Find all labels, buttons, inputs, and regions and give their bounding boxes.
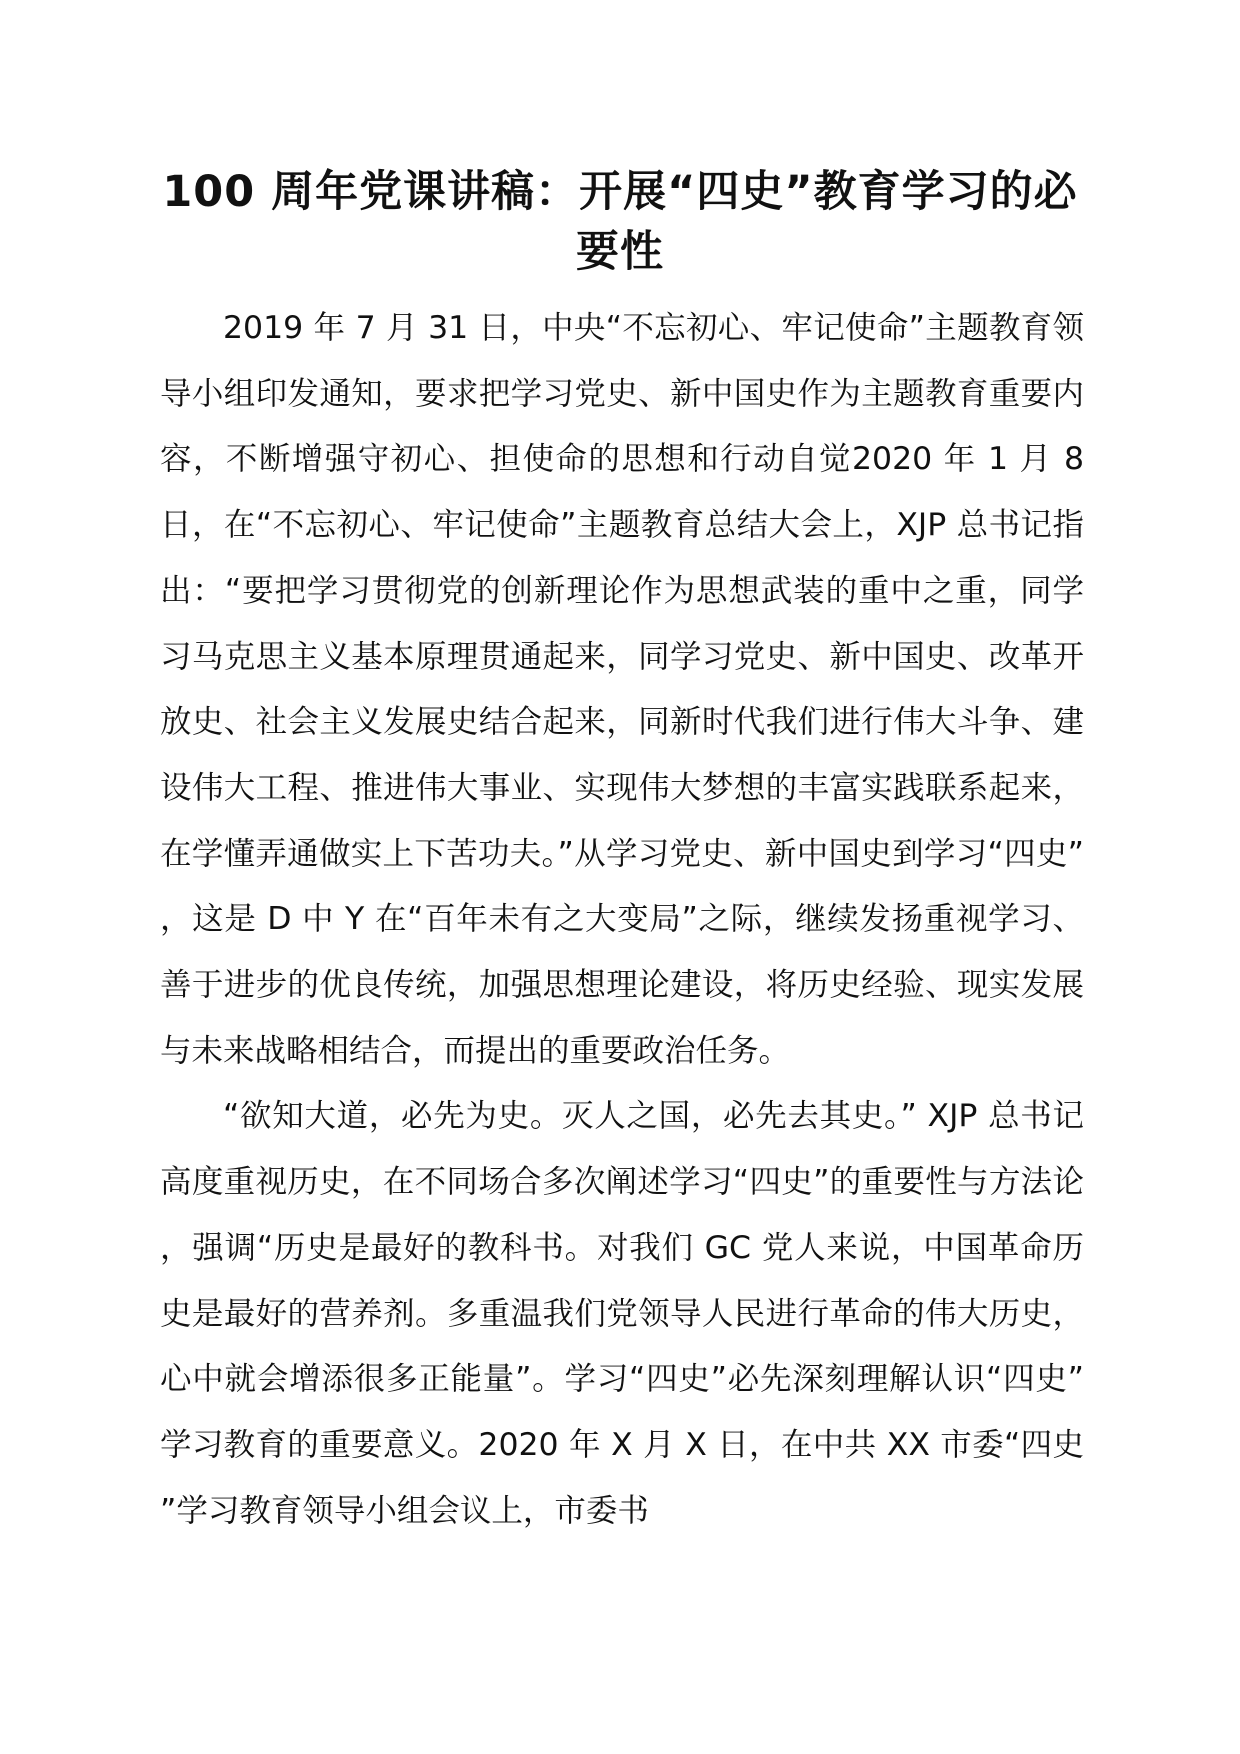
paragraph-2: “欲知大道，必先为史。灭人之国，必先去其史。” XJP 总书记高度重视历史，在不同场合多次阐述学习“四史”的重要性与方法论，强调“历史是最好的教科书。对我们 GC 党人来说，中国革命历史是最好的营养剂。多重温我们党领导人民进行革命的伟大历史，心中就会增添很多正能量”。学习“四史”必先深刻理解认识“四史”学习教育的重要意义。2020 年 X 月 X 日，在中共 XX 市委“四史”学习教育领导小组会议上，市委书 xyxy=(160,1098,1084,1529)
document-title: 100 周年党课讲稿：开展“四史”教育学习的必要性 xyxy=(162,167,1078,277)
document-body xyxy=(160,296,1084,1544)
paragraph-1: 2019 年 7 月 31 日，中央“不忘初心、牢记使命”主题教育领导小组印发通知，要求把学习党史、新中国史作为主题教育重要内容，不断增强守初心、担使命的思想和行动自觉2020 年 1 月 8 日，在“不忘初心、牢记使命”主题教育总结大会上，XJP 总书记指出：“要把学习贯彻党的创新理论作为思想武装的重中之重，同学习马克思主义基本原理贯通起来，同学习党史、新中国史、改革开放史、社会主义发展史结合起来，同新时代我们进行伟大斗争、建设伟大工程、推进伟大事业、实现伟大梦想的丰富实践联系起来，在学懂弄通做实上下苦功夫。”从学习党史、新中国史到学习“四史”，这是 D 中 Y 在“百年未有之大变局”之际，继续发扬重视学习、善于进步的优良传统，加强思想理论建设，将历史经验、现实发展与未来战略相结合，而提出的重要政治任务。 xyxy=(160,310,1084,1069)
